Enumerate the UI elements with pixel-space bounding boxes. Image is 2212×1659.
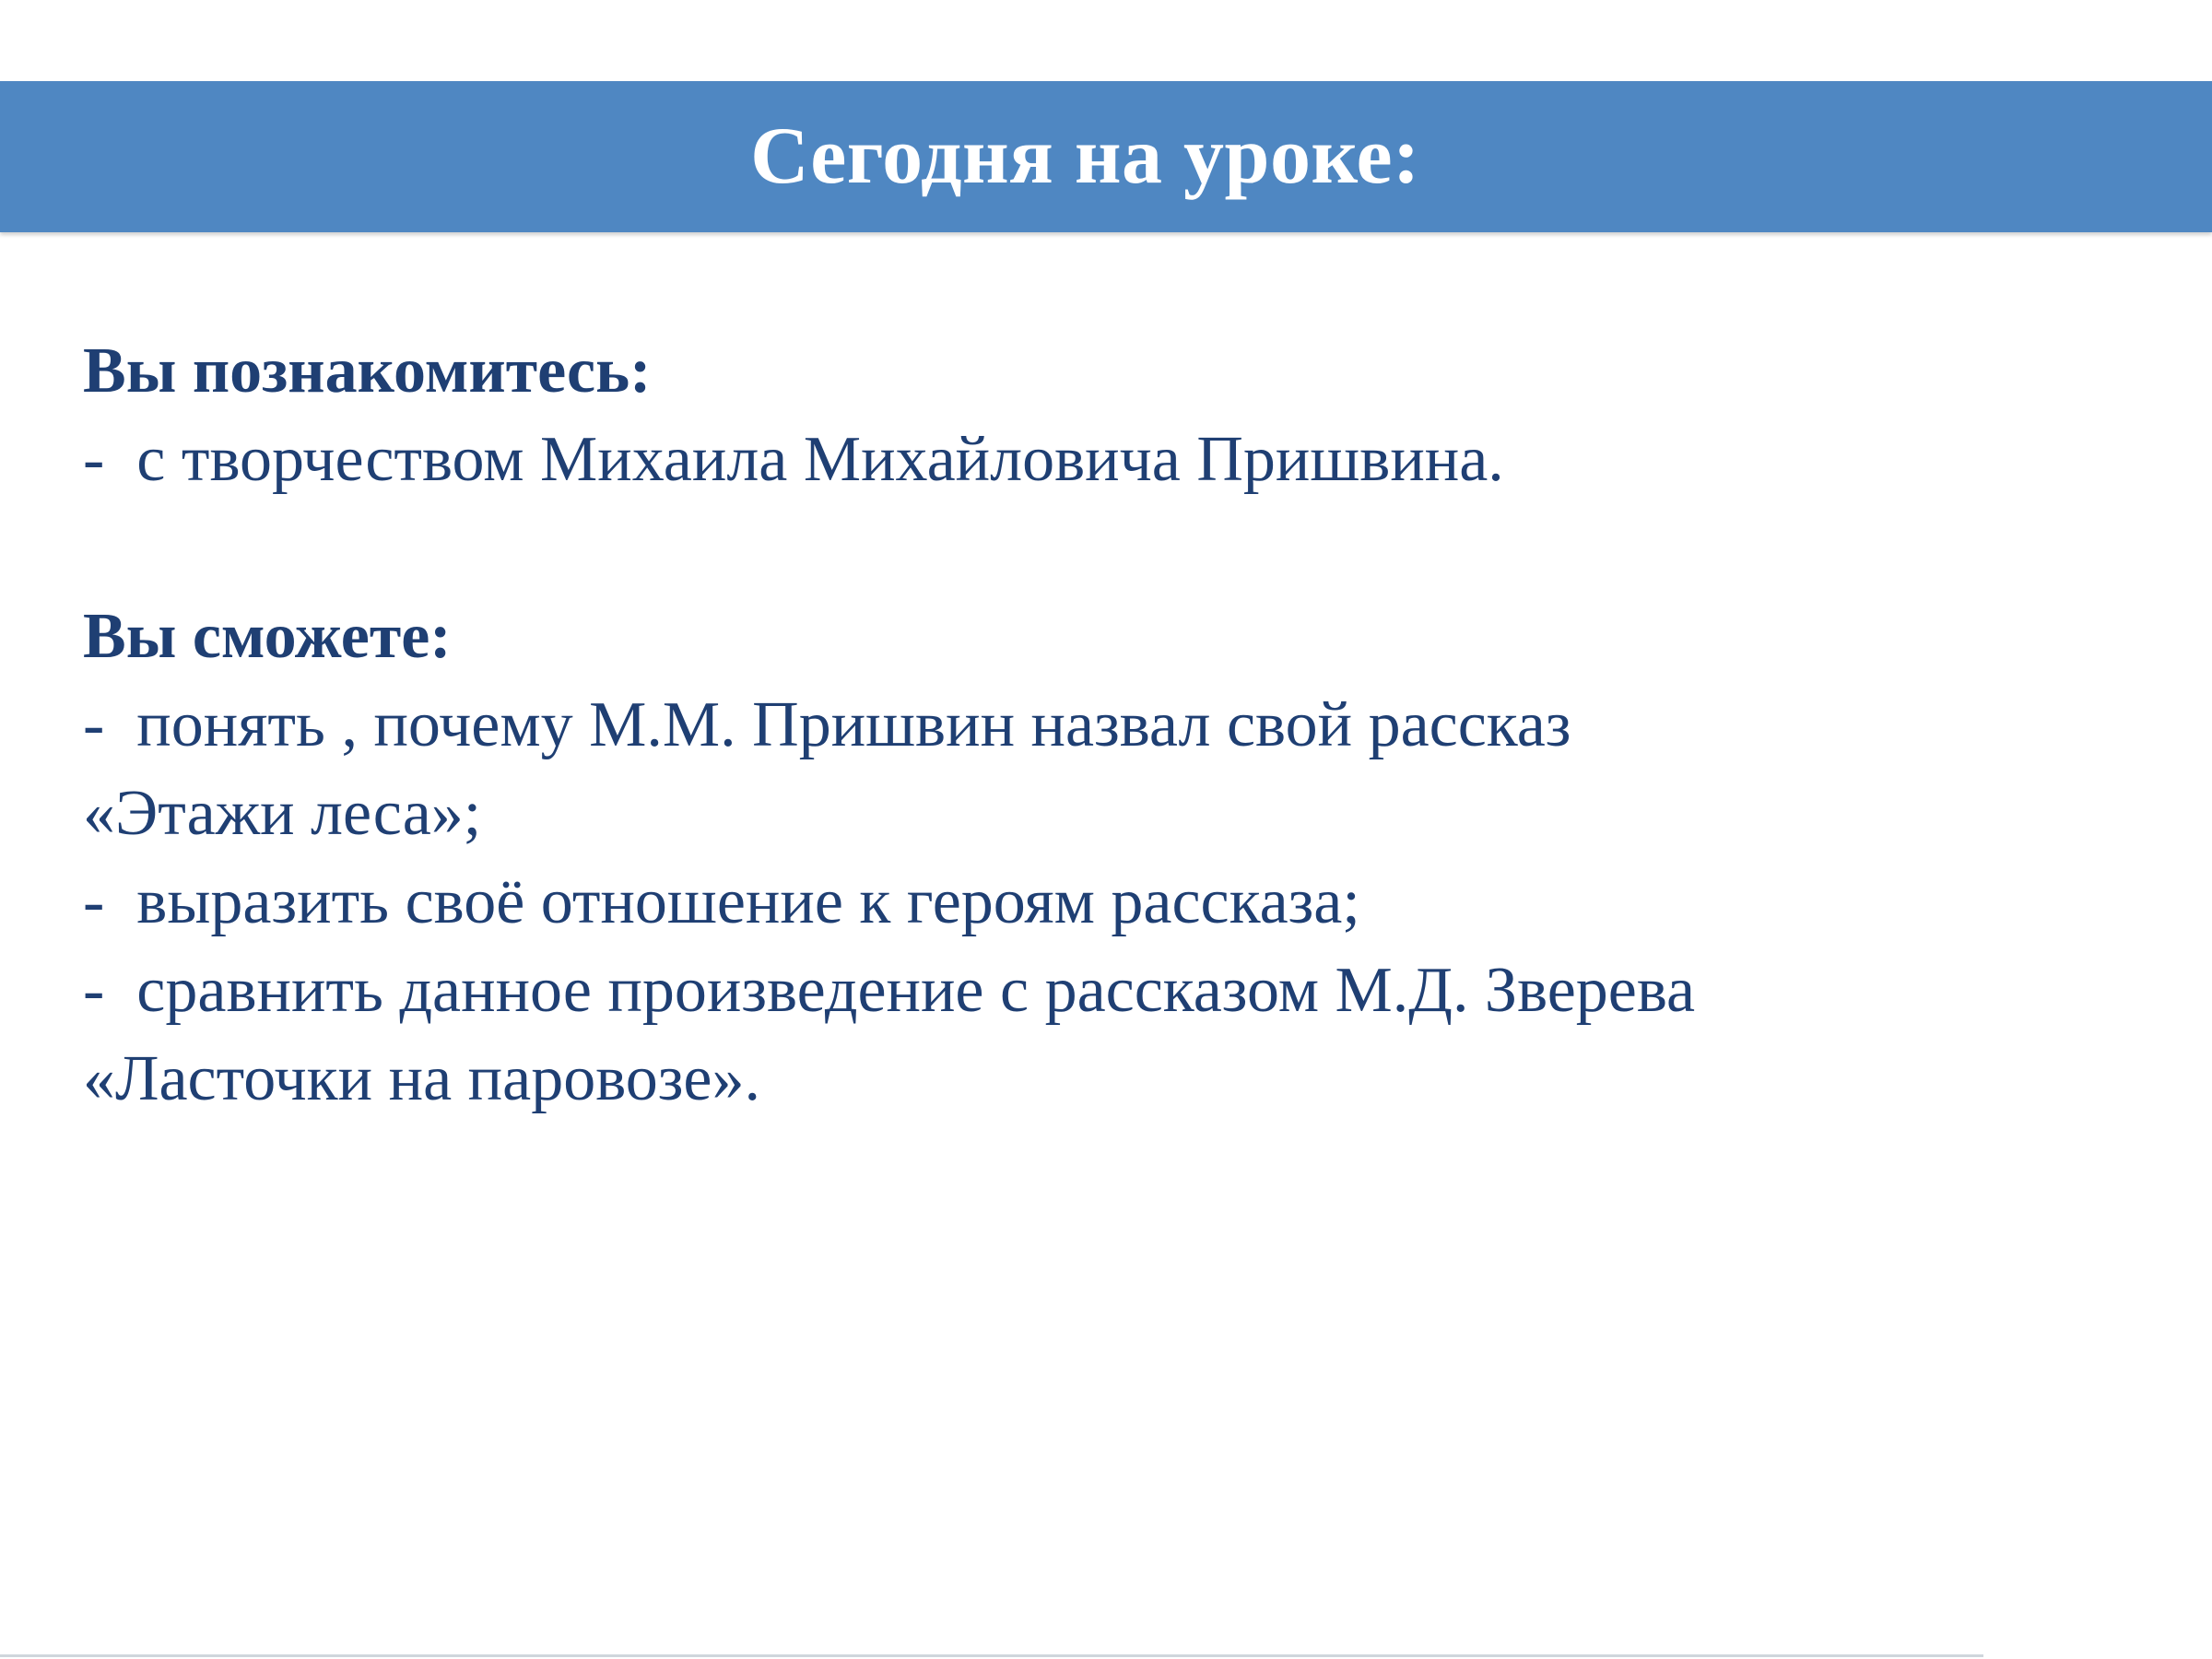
section-spacer	[83, 504, 2111, 593]
section-heading-able: Вы сможете:	[83, 601, 452, 672]
able-item-line: - понять , почему М.М. Пришвин назвал свой рассказ	[83, 689, 1571, 760]
able-item-line: «Ласточки на паровозе».	[83, 1043, 760, 1114]
slide-title: Сегодня на уроке:	[750, 112, 1420, 201]
bottom-divider	[0, 1654, 1983, 1657]
learn-item: - с творчеством Михаила Михайловича Пришвина.	[83, 424, 1504, 495]
able-item-line: - выразить своё отношение к героям рассказа;	[83, 866, 1360, 937]
able-item-line: - сравнить данное произведение с рассказом М.Д. Зверева	[83, 955, 1696, 1026]
able-item-line: «Этажи леса»;	[83, 778, 482, 849]
title-bar	[0, 81, 2212, 232]
section-heading-learn: Вы познакомитесь:	[83, 335, 652, 406]
slide-content	[83, 327, 2111, 1124]
